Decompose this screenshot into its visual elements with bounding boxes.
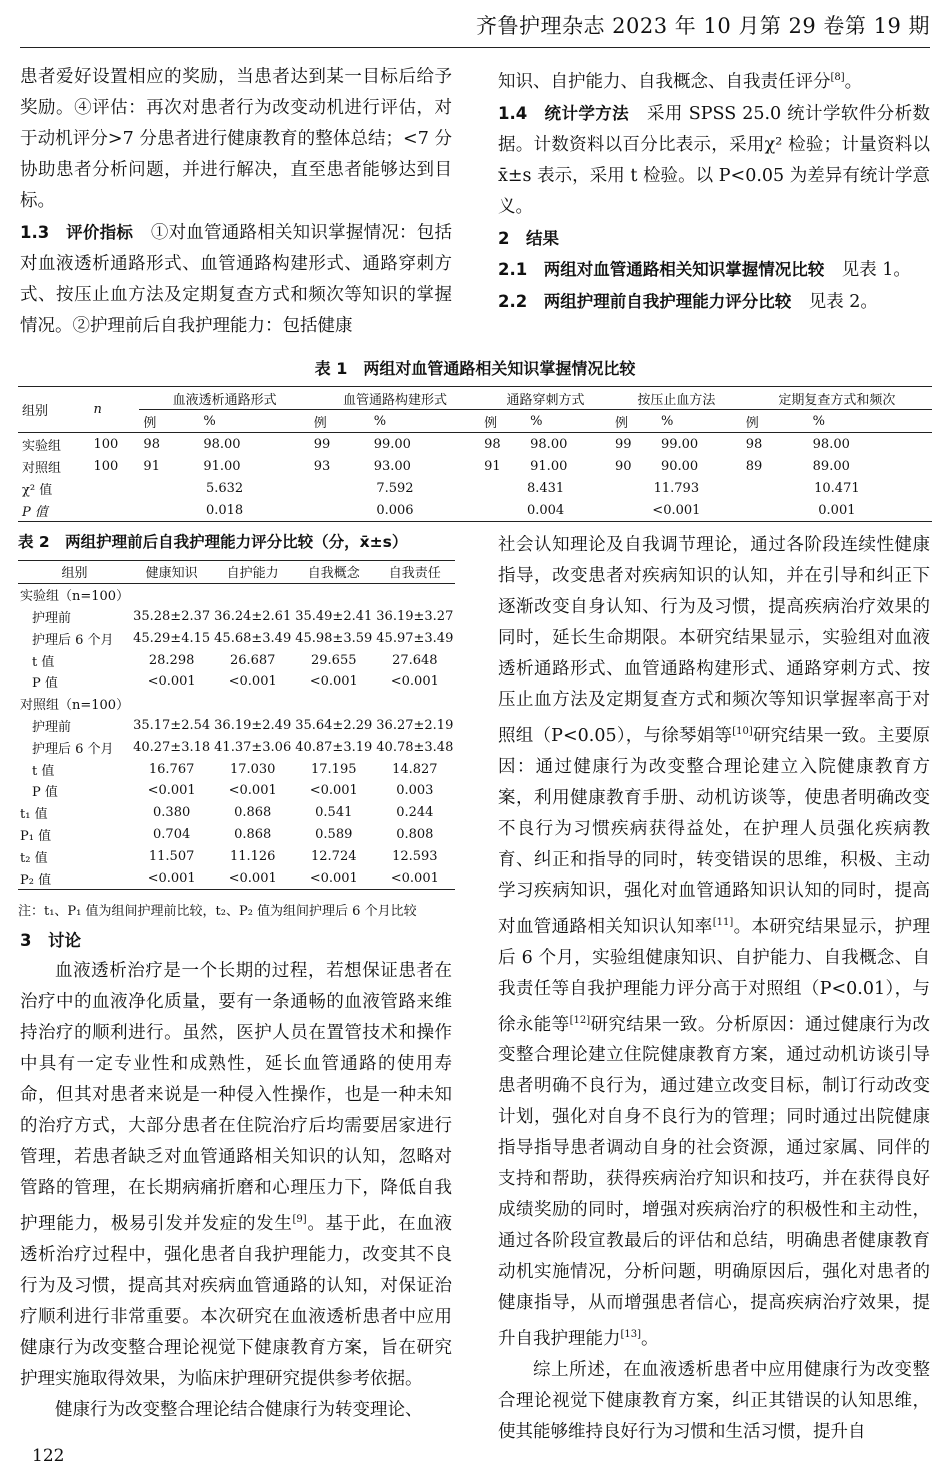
left-top-column <box>20 62 452 342</box>
paragraph: 社会认知理论及自我调节理论，通过各阶段连续性健康指导，改变患者对疾病知识的认知，并在引导和纠正下逐渐改变自身认知、行为及习惯，提高疾病治疗效果的同时，延长生命期限。本研究结果显示，实验组对血液透析通路形式、血管通路构建形式、通路穿刺方式、按压止血方法及定期复查方式和频次等知识掌握率高于对照组（P<0.05），与徐琴娟等[10]研究结果一致。主要原因：通过健康行为改变整合理论建立入院健康教育方案，利用健康教育手册、动机访谈等，使患者明确改变不良行为习惯疾病获得益处，在护理人员强化疾病教育、纠正和指导的同时，转变错误的思维，积极、主动学习疾病知识，强化对血管通路知识认知的同时，提高对血管通路相关知识认知率[11]。本研究结果显示，护理后 6 个月，实验组健康知识、自护能力、自我概念、自我责任等自我护理能力评分高于对照组（P<0.01），与徐永能等[12]研究结果一致。分析原因：通过健康行为改变整合理论建立住院健康教育方案，通过动机访谈引导患者明确不良行为，通过建立改变目标，制订行动改变计划，强化对自身不良行为的管理；同时通过出院健康指导指导患者调动自身的社会资源，通过家属、同伴的支持和帮助，获得疾病治疗知识和技巧，并在获得良好成绩奖励的同时，增强对疾病治疗的积极性和主动性，通过各阶段宣教最后的评估和总结，明确患者健康教育动机实施情况，分析问题，明确原因后，强化对患者的健康指导，从而增强患者信心，提高疾病治疗效果，提升自我护理能力[13]。 <box>498 535 931 1350</box>
cell: 40.27±3.18 <box>133 739 211 755</box>
table-row <box>18 671 455 693</box>
paragraph: 知识、自护能力、自我概念、自我责任评分[8]。 <box>498 71 863 92</box>
cell: <0.001 <box>147 783 196 799</box>
citation: [10] <box>732 726 753 737</box>
sub-header: 例 <box>310 410 370 433</box>
paragraph: 1.3 评价指标 ①对血管通路相关知识掌握情况：包括对血液透析通路形式、血管通路构建形式、通路穿刺方式、按压止血方法及定期复查方式和频次等知识的掌握情况。②护理前后自我护理能力：包括健康 <box>20 223 453 336</box>
cell <box>212 693 293 715</box>
table1 <box>18 386 932 522</box>
cell: 40.87±3.19 <box>295 739 373 755</box>
sub-header: 例 <box>742 410 809 433</box>
cell: 36.24±2.61 <box>214 608 292 624</box>
table-row: P 值 0.018 0.006 0.004 <0.001 0.001 <box>18 499 932 522</box>
cell: 26.687 <box>229 652 276 668</box>
table-row <box>18 780 455 802</box>
table-row <box>18 824 455 846</box>
table-row <box>18 693 455 715</box>
row-label: 护理前 <box>32 719 72 735</box>
cell: 45.98±3.59 <box>295 630 373 646</box>
cell: <0.001 <box>228 783 277 799</box>
table-row <box>18 606 455 628</box>
cell: 17.195 <box>311 761 357 777</box>
group-header: 按压止血方法 <box>611 387 742 410</box>
page-number: 122 <box>32 1446 65 1466</box>
sub-header: 例 <box>480 410 526 433</box>
row-label: P₁ 值 <box>20 828 52 844</box>
row-label: t 值 <box>32 654 55 670</box>
right-bottom-column <box>498 530 930 1448</box>
cell <box>131 693 212 715</box>
table-row <box>18 583 455 605</box>
sub-header: % <box>526 410 611 433</box>
citation: [11] <box>712 916 734 928</box>
citation: [13] <box>620 1329 642 1341</box>
table-row <box>18 715 455 737</box>
table-row <box>18 736 455 758</box>
table-row: 对照组 100 91 91.00 93 93.00 91 91.00 90 90.00 89 89.00 <box>22 458 850 476</box>
sub-header: % <box>809 410 932 433</box>
left-bottom-column <box>20 925 452 1426</box>
cell: <0.001 <box>212 867 293 889</box>
cell: 0.244 <box>396 805 434 821</box>
section-heading: 2 结果 <box>498 228 559 248</box>
cell: 17.030 <box>229 761 276 777</box>
table-row <box>18 627 455 649</box>
group-header: 血液透析通路形式 <box>139 387 309 410</box>
cell: 36.19±3.27 <box>376 608 454 624</box>
group-header: 定期复查方式和频次 <box>742 387 932 410</box>
row-label: P 值 <box>32 676 58 692</box>
row-label: 护理后 6 个月 <box>32 632 114 648</box>
table-row: 实验组 100 98 98.00 99 99.00 98 98.00 99 99.00 98 98.00 <box>22 436 850 454</box>
cell <box>374 693 455 715</box>
paragraph: 血液透析治疗是一个长期的过程，若想保证患者在治疗中的血液净化质量，要有一条通畅的血液管路来维持治疗的顺利进行。虽然，医护人员在置管技术和操作中具有一定专业性和成熟性，延长血管通路的使用寿命，但其对患者来说是一种侵入性操作，也是一种未知的治疗方式，大部分患者在住院治疗后均需要居家进行管理，若患者缺乏对血管通路相关知识的认知，忽略对管路的管理，在长期病痛折磨和心理压力下，降低自我护理能力，极易引发并发症的发生[9]。基于此，在血液透析治疗过程中，强化患者自我护理能力，改变其不良行为及习惯，提高其对疾病血管通路的认知，对保证治疗顺利进行非常重要。本次研究在血液透析患者中应用健康行为改变整合理论视觉下健康教育方案，旨在研究护理实施取得效果，为临床护理研究提供参考依据。 <box>20 961 453 1389</box>
cell: 12.724 <box>311 848 357 864</box>
cell: 41.37±3.06 <box>214 739 292 755</box>
cell: 0.541 <box>315 805 353 821</box>
cell: 35.28±2.37 <box>133 608 211 624</box>
cell: <0.001 <box>390 674 439 690</box>
paragraph: 1.4 统计学方法 采用 SPSS 25.0 统计学软件分析数据。计数资料以百分比表示，采用χ² 检验；计量资料以 x̄±s 表示，采用 t 检验。以 P<0.05 为差异有统计学意义。 <box>498 103 930 217</box>
table-row <box>18 867 455 889</box>
sub-header: 例 <box>611 410 657 433</box>
cell: 0.868 <box>234 826 272 842</box>
cell: 14.827 <box>392 761 438 777</box>
cell: 0.003 <box>396 783 434 799</box>
cell: 16.767 <box>148 761 195 777</box>
cell: 11.507 <box>148 848 195 864</box>
table2-note: 注：t₁、P₁ 值为组间护理前比较，t₂、P₂ 值为组间护理后 6 个月比较 <box>18 904 417 919</box>
cell: 12.593 <box>392 848 438 864</box>
sub-header: % <box>370 410 480 433</box>
cell: 45.29±4.15 <box>133 630 211 646</box>
row-label: 实验组（n=100） <box>20 589 130 605</box>
cell: 36.19±2.49 <box>214 717 292 733</box>
row-label: P₂ 值 <box>18 867 131 889</box>
cell: 35.17±2.54 <box>133 717 211 733</box>
cell: 0.868 <box>234 805 272 821</box>
cell: <0.001 <box>131 867 212 889</box>
cell: 35.64±2.29 <box>295 717 373 733</box>
cell: <0.001 <box>309 674 358 690</box>
cell: 11.126 <box>229 848 276 864</box>
table-row <box>18 802 455 824</box>
citation: [12] <box>569 1014 591 1026</box>
section-heading: 2.1 两组对血管通路相关知识掌握情况比较 <box>498 259 825 279</box>
row-label: t₂ 值 <box>20 850 48 866</box>
cell: 36.27±2.19 <box>376 717 454 733</box>
section-heading: 1.3 评价指标 <box>20 223 134 242</box>
table-row <box>18 758 455 780</box>
table2-caption: 表 2 两组护理前后自我护理能力评分比较（分，x̄±s） <box>18 533 408 551</box>
citation: [8] <box>830 72 845 83</box>
paragraph: 综上所述，在血液透析患者中应用健康行为改变整合理论视觉下健康教育方案，纠正其错误的认知思维，使其能够维持良好行为习惯和生活习惯，提升自 <box>498 1360 930 1443</box>
cell: <0.001 <box>293 867 374 889</box>
section-heading: 1.4 统计学方法 <box>498 103 630 123</box>
cell: 45.97±3.49 <box>376 630 454 646</box>
citation: [9] <box>292 1214 307 1225</box>
table-row <box>18 649 455 671</box>
paragraph: 患者爱好设置相应的奖励，当患者达到某一目标后给予奖励。④评估：再次对患者行为改变动机进行评估，对于动机评分>7 分患者进行健康教育的整体总结；<7 分协助患者分析问题，并进行解决，直至患者能够达到目标。 <box>20 67 452 211</box>
cell <box>131 583 212 605</box>
paragraph: 健康行为改变整合理论结合健康行为转变理论、 <box>55 1399 423 1420</box>
cell: 0.704 <box>153 826 191 842</box>
group-header: 血管通路构建形式 <box>310 387 480 410</box>
paragraph: 2.2 两组护理前自我护理能力评分比较 见表 2。 <box>498 291 878 312</box>
cell: <0.001 <box>147 674 196 690</box>
row-label: 护理后 6 个月 <box>32 741 114 757</box>
cell: 45.68±3.49 <box>214 630 292 646</box>
cell <box>293 583 374 605</box>
cell: <0.001 <box>309 783 358 799</box>
cell: 27.648 <box>392 652 438 668</box>
cell: 0.589 <box>315 826 353 842</box>
row-label: 对照组（n=100） <box>20 698 130 714</box>
table-row <box>18 845 455 867</box>
running-header: 齐鲁护理杂志 2023 年 10 月第 29 卷第 19 期 <box>475 14 930 38</box>
paragraph: 2.1 两组对血管通路相关知识掌握情况比较 见表 1。 <box>498 259 911 280</box>
sub-header: 例 <box>139 410 199 433</box>
header-rule <box>20 47 930 48</box>
row-label: P 值 <box>32 785 58 801</box>
col-group-header: 组别 <box>18 387 90 433</box>
group-header: 通路穿刺方式 <box>480 387 611 410</box>
cell <box>374 583 455 605</box>
cell: 35.49±2.41 <box>295 608 373 624</box>
right-top-column <box>498 62 930 318</box>
cell: 0.380 <box>153 805 191 821</box>
row-label: t₁ 值 <box>20 807 48 823</box>
row-label: t 值 <box>32 763 55 779</box>
cell: 0.808 <box>396 826 434 842</box>
sub-header: % <box>657 410 742 433</box>
table2: 组别 健康知识 自护能力 自我概念 自我责任 实验组（n=100） 护理前 35.28±2.37 36.24±2.61 35.49±2.41 36.19±3.27 护理后 6 个月 45.29±4.15 45.68±3.49 45.98±3.59 45.97±3.49 t 值 28.298 26.687 29.655 27.648 P 值 <0.001 <0.001 <0.001 <0.001 对照组（n=100） 护理前 35.17±2.54 36.19±2.49 35.64±2.29 36.27±2.19 护理后 6 个月 40.27±3.18 41.37±3.06 40.87±3.19 40.78±3.48 t 值 16.767 17.030 17.195 14.827 P 值 <0.001 <0.001 <0.001 0.003 t₁ 值 0.380 0.868 0.541 0.244 P₁ 值 0.704 0.868 0.589 0.808 t₂ 值 11.507 11.126 12.724 12.593 P₂ 值 <0.001 <0.001 <0.001 <0.001 <box>18 560 455 890</box>
cell: 29.655 <box>311 652 357 668</box>
row-label: 护理前 <box>32 610 72 626</box>
section-heading: 2.2 两组护理前自我护理能力评分比较 <box>498 291 792 311</box>
cell: 40.78±3.48 <box>376 739 454 755</box>
col-n-header: n <box>90 387 140 433</box>
cell <box>212 583 293 605</box>
sub-header: % <box>199 410 309 433</box>
section-heading: 3 讨论 <box>20 931 81 950</box>
table1-caption: 表 1 两组对血管通路相关知识掌握情况比较 <box>314 359 636 378</box>
cell: 28.298 <box>148 652 195 668</box>
cell: <0.001 <box>228 674 277 690</box>
cell <box>293 693 374 715</box>
table-row: χ² 值 5.632 7.592 8.431 11.793 10.471 <box>22 480 860 498</box>
cell: <0.001 <box>374 867 455 889</box>
